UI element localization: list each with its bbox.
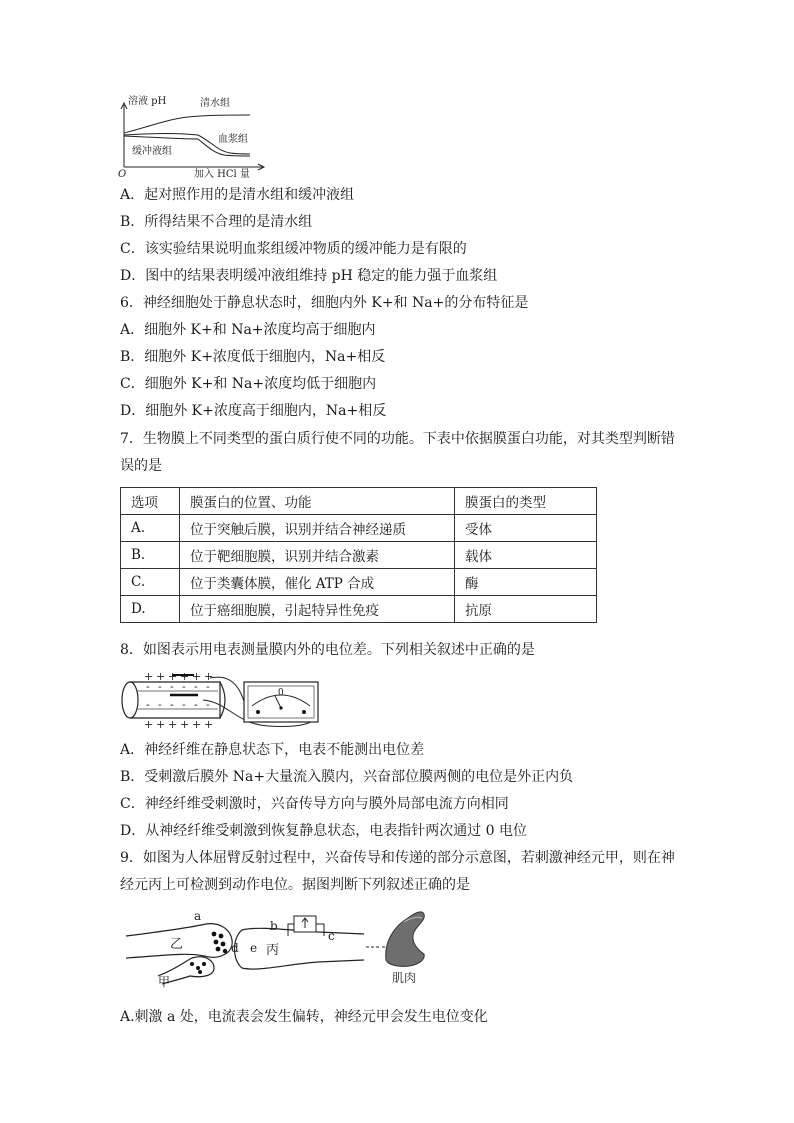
table-cell: D. (121, 596, 180, 623)
fig5-xlabel: 加入 HCl 量 (194, 169, 250, 180)
label-c: c (328, 929, 335, 943)
table-row (121, 596, 597, 623)
table-cell: 抗原 (455, 596, 597, 623)
table-row (121, 542, 597, 569)
q8-option-b: B．受刺激后膜外 Na+大量流入膜内，兴奋部位膜两侧的电位是外正内负 (120, 769, 574, 785)
plus-sign: + (204, 670, 214, 683)
minus-sign: - (158, 680, 162, 693)
label-bing: 丙 (266, 943, 280, 958)
q5-option-c: C．该实验结果说明血浆组缓冲物质的缓冲能力是有限的 (120, 241, 467, 257)
minus-sign: - (206, 680, 210, 693)
q6-option-b: B．细胞外 K+浓度低于细胞内，Na+相反 (120, 349, 386, 365)
q5-option-a: A．起对照作用的是清水组和缓冲液组 (120, 187, 355, 203)
q9-stem-line1: 9．如图为人体屈臂反射过程中，兴奋传导和传递的部分示意图，若刺激神经元甲，则在神 (120, 850, 675, 866)
minus-sign: - (158, 698, 162, 711)
q7-stem-line2: 误的是 (120, 458, 162, 474)
plus-sign: + (156, 670, 166, 683)
minus-sign: - (170, 680, 174, 693)
table-header-cell: 膜蛋白的位置、功能 (180, 488, 455, 515)
table-cell: A. (121, 515, 180, 542)
label-jia: 甲 (158, 975, 171, 989)
q7-table (120, 487, 597, 623)
label-yi: 乙 (170, 937, 184, 952)
fig5-label-water: 清水组 (200, 98, 230, 109)
minus-sign: - (194, 698, 198, 711)
q5-option-d: D．图中的结果表明缓冲液组维持 pH 稳定的能力强于血浆组 (120, 268, 498, 284)
minus-sign: - (146, 698, 150, 711)
table-cell: 位于突触后膜，识别并结合神经递质 (180, 515, 455, 542)
table-cell: C. (121, 569, 180, 596)
ph-curve-figure (118, 93, 268, 181)
table-cell: 位于靶细胞膜，识别并结合激素 (180, 542, 455, 569)
q7-stem-line1: 7．生物膜上不同类型的蛋白质行使不同的功能。下表中依据膜蛋白功能，对其类型判断错 (120, 431, 675, 447)
q9-option-a: A.刺激 a 处，电流表会发生偏转，神经元甲会发生电位变化 (120, 1009, 488, 1025)
table-row (121, 515, 597, 542)
minus-sign: - (206, 698, 210, 711)
table-cell: B. (121, 542, 180, 569)
label-d: d (231, 941, 239, 955)
minus-sign: - (182, 698, 186, 711)
plus-sign: + (180, 718, 190, 730)
fig5-origin: O (118, 169, 127, 180)
table-header-cell: 选项 (121, 488, 180, 515)
q9-stem-line2: 经元丙上可检测到动作电位。据图判断下列叙述正确的是 (120, 877, 470, 893)
q8-option-c: C．神经纤维受刺激时，兴奋传导方向与膜外局部电流方向相同 (120, 796, 509, 812)
reflex-arc-figure (118, 902, 428, 990)
fig5-ylabel: 溶液 pH (128, 96, 167, 107)
plus-sign: + (192, 670, 202, 683)
fig5-label-plasma: 血浆组 (218, 134, 248, 145)
table-cell: 酶 (455, 569, 597, 596)
q6-option-d: D．细胞外 K+浓度高于细胞内，Na+相反 (120, 403, 387, 419)
table-row (121, 569, 597, 596)
table-header-cell: 膜蛋白的类型 (455, 488, 597, 515)
q6-stem: 6．神经细胞处于静息状态时，细胞内外 K+和 Na+的分布特征是 (120, 295, 529, 311)
plus-sign: + (192, 718, 202, 730)
q6-option-a: A．细胞外 K+和 Na+浓度均高于细胞内 (120, 322, 376, 338)
table-cell: 位于癌细胞膜，引起特异性免疫 (180, 596, 455, 623)
plus-sign: + (168, 718, 178, 730)
table-cell: 受体 (455, 515, 597, 542)
label-e: e (250, 941, 258, 955)
plus-sign: + (180, 670, 190, 683)
table-header-row (121, 488, 597, 515)
plus-sign: + (144, 670, 154, 683)
minus-sign: - (146, 680, 150, 693)
meter-zero-label: 0 (278, 688, 284, 698)
q6-option-c: C．细胞外 K+和 Na+浓度均低于细胞内 (120, 376, 377, 392)
table-cell: 载体 (455, 542, 597, 569)
nerve-meter-figure (118, 668, 328, 730)
q8-option-d: D．从神经纤维受刺激到恢复静息状态，电表指针两次通过 0 电位 (120, 823, 528, 839)
table-cell: 位于类囊体膜，催化 ATP 合成 (180, 569, 455, 596)
plus-sign: + (168, 670, 178, 683)
q8-option-a: A．神经纤维在静息状态下，电表不能测出电位差 (120, 742, 425, 758)
fig5-label-buffer: 缓冲液组 (132, 146, 172, 157)
plus-sign: + (156, 718, 166, 730)
q8-stem: 8．如图表示用电表测量膜内外的电位差。下列相关叙述中正确的是 (120, 642, 535, 658)
label-a: a (194, 909, 202, 923)
plus-sign: + (144, 718, 154, 730)
minus-sign: - (182, 680, 186, 693)
label-b: b (270, 919, 278, 933)
plus-sign: + (204, 718, 214, 730)
minus-sign: - (194, 680, 198, 693)
q5-option-b: B．所得结果不合理的是清水组 (120, 214, 313, 230)
minus-sign: - (170, 698, 174, 711)
label-muscle: 肌肉 (392, 971, 417, 985)
